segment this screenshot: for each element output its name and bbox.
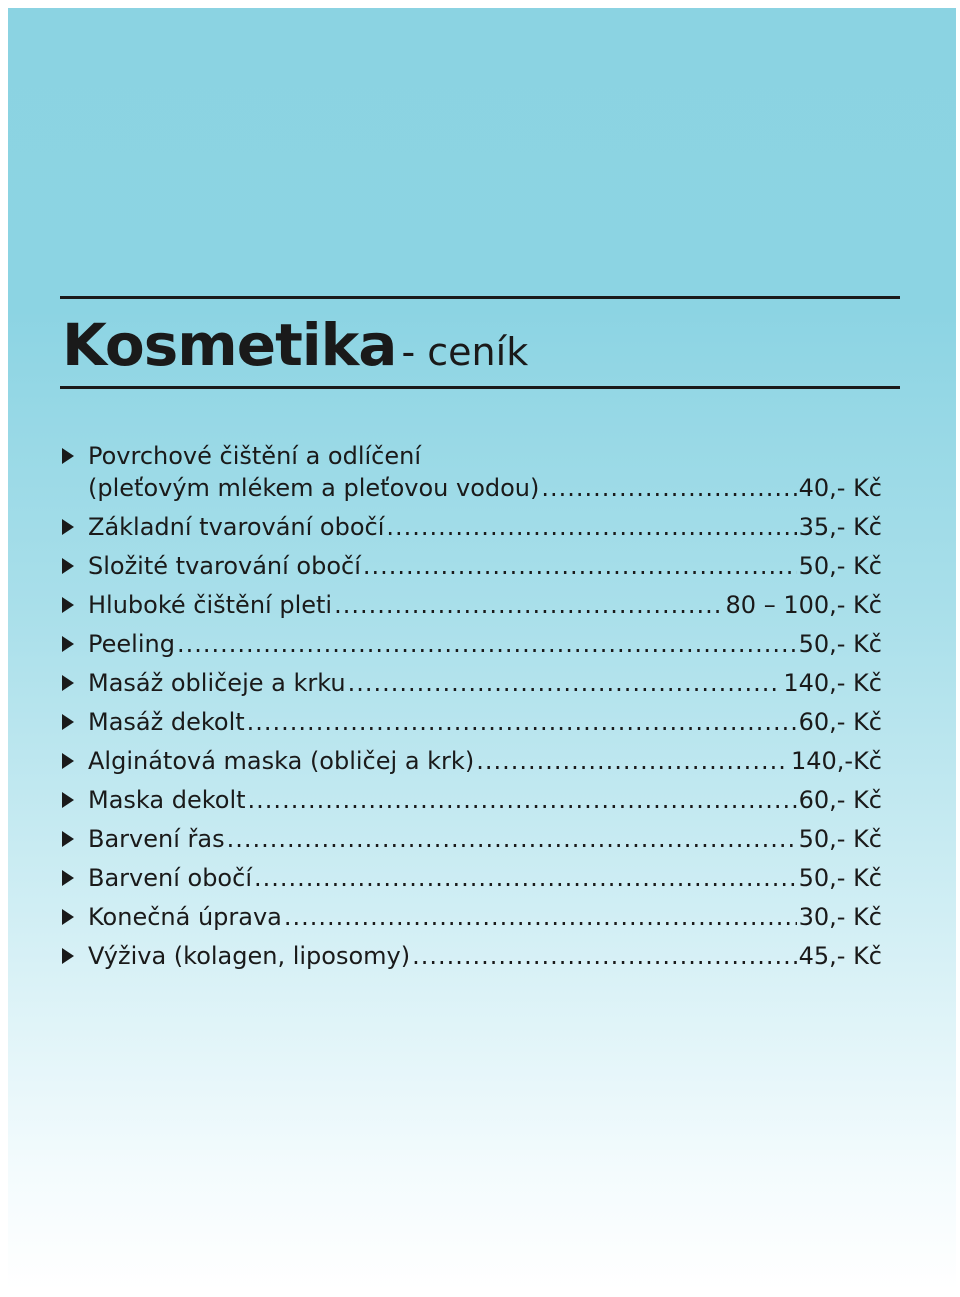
price-item: [62, 859, 882, 898]
leader-dots: [227, 820, 797, 859]
leader-dots: [412, 937, 797, 976]
leader-dots: [177, 625, 797, 664]
bullet-arrow-icon: [62, 909, 74, 925]
bottom-divider: [60, 386, 900, 389]
item-name-line1: Povrchové čištění a odlíčení: [88, 442, 422, 470]
leader-dots: [254, 859, 797, 898]
title-main: Kosmetika: [62, 311, 397, 379]
bullet-arrow-icon: [62, 753, 74, 769]
leader-dots: [386, 508, 796, 547]
bullet-arrow-icon: [62, 675, 74, 691]
item-price: 45,- Kč: [798, 942, 882, 970]
item-name: Barvení obočí: [88, 864, 252, 892]
item-name: Peeling: [88, 630, 175, 658]
bullet-arrow-icon: [62, 831, 74, 847]
title-sub: - ceník: [401, 330, 529, 374]
leader-dots: [541, 469, 796, 508]
item-price: 140,-Kč: [790, 747, 882, 775]
top-divider: [60, 296, 900, 299]
bullet-arrow-icon: [62, 519, 74, 535]
item-name: Konečná úprava: [88, 903, 282, 931]
item-name: Složité tvarování obočí: [88, 552, 361, 580]
item-name: Maska dekolt: [88, 786, 246, 814]
item-price: 80 – 100,- Kč: [725, 591, 882, 619]
leader-dots: [348, 664, 782, 703]
item-name: Výživa (kolagen, liposomy): [88, 942, 411, 970]
leader-dots: [247, 703, 797, 742]
price-item: [62, 820, 882, 859]
price-item: [62, 437, 882, 508]
bullet-arrow-icon: [62, 448, 74, 464]
item-price: 35,- Kč: [798, 513, 882, 541]
bullet-arrow-icon: [62, 636, 74, 652]
bullet-arrow-icon: [62, 948, 74, 964]
price-item: [62, 508, 882, 547]
leader-dots: [363, 547, 797, 586]
bullet-arrow-icon: [62, 597, 74, 613]
price-item: [62, 586, 882, 625]
item-name: Masáž dekolt: [88, 708, 245, 736]
bullet-arrow-icon: [62, 792, 74, 808]
price-item: [62, 937, 882, 976]
price-item: [62, 742, 882, 781]
price-item: [62, 898, 882, 937]
leader-dots: [284, 898, 797, 937]
price-item: [62, 781, 882, 820]
item-price: 40,- Kč: [798, 474, 882, 502]
item-price: 50,- Kč: [798, 825, 882, 853]
item-name: Hluboké čištění pleti: [88, 591, 333, 619]
item-price: 30,- Kč: [798, 903, 882, 931]
price-item: [62, 703, 882, 742]
item-name: Masáž obličeje a krku: [88, 669, 346, 697]
price-item: [62, 547, 882, 586]
price-item: [62, 625, 882, 664]
item-price: 140,- Kč: [783, 669, 882, 697]
item-price: 50,- Kč: [798, 552, 882, 580]
item-price: 50,- Kč: [798, 864, 882, 892]
leader-dots: [476, 742, 789, 781]
item-price: 50,- Kč: [798, 630, 882, 658]
item-name: Základní tvarování obočí: [88, 513, 385, 541]
item-name: Barvení řas: [88, 825, 225, 853]
page-title: [62, 308, 528, 397]
price-list: [62, 437, 882, 976]
leader-dots: [334, 586, 723, 625]
item-price: 60,- Kč: [798, 786, 882, 814]
leader-dots: [248, 781, 797, 820]
price-item: [62, 664, 882, 703]
item-name: Alginátová maska (obličej a krk): [88, 747, 475, 775]
bullet-arrow-icon: [62, 558, 74, 574]
item-name: (pleťovým mlékem a pleťovou vodou): [88, 474, 540, 502]
bullet-arrow-icon: [62, 870, 74, 886]
bullet-arrow-icon: [62, 714, 74, 730]
item-price: 60,- Kč: [798, 708, 882, 736]
